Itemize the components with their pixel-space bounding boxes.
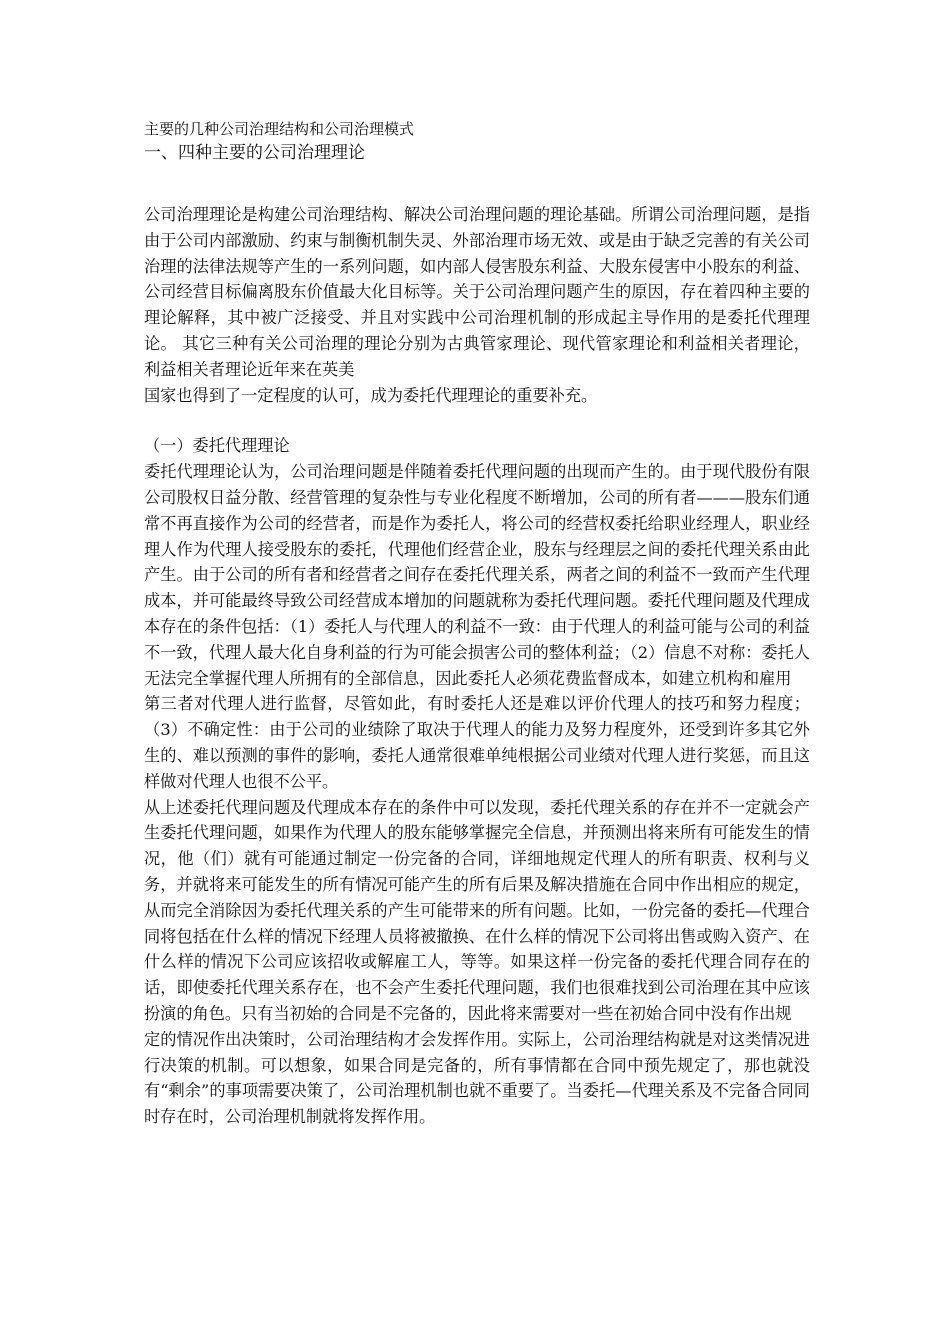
subsection-heading: （一）委托代理理论	[144, 436, 290, 456]
body-paragraph-4: 定的情况作出决策时，公司治理结构才会发挥作用。实际上，公司治理结构就是对这类情况进行决策的机制。可以想象，如果合同是完备的，所有事情都在合同中预先规定了，那也就没有“剩余”的事项需要决策了，公司治理机制也就不重要了。当委托—代理关系及不完备合同同时存在时，公司治理机制就将发挥作用。	[144, 1029, 810, 1127]
document-title: 主要的几种公司治理结构和公司治理模式	[144, 120, 415, 138]
section-heading: 一、四种主要的公司治理理论	[144, 143, 365, 163]
body-paragraph-2: 第三者对代理人进行监督，尽管如此，有时委托人还是难以评价代理人的技巧和努力程度；（3）不确定性：由于公司的业绩除了取决于代理人的能力及努力程度外，还受到许多其它外生的、难以预测的事件的影响，委托人通常很难单纯根据公司业绩对代理人进行奖惩，而且这样做对代理人也很不公平。	[144, 694, 810, 791]
body-paragraph-3: 从上述委托代理问题及代理成本存在的条件中可以发现，委托代理关系的存在并不一定就会产生委托代理问题，如果作为代理人的股东能够掌握完全信息，并预测出将来所有可能发生的情况，他（们）就有可能通过制定一份完备的合同，详细地规定代理人的所有职责、权利与义务，并就将来可能发生的所有情况可能产生的所有后果及解决措施在合同中作出相应的规定，从而完全消除因为委托代理关系的产生可能带来的所有问题。比如，一份完备的委托—代理合同将包括在什么样的情况下经理人员将被撤换、在什么样的情况下公司将出售或购入资产、在什么样的情况下公司应该招收或解雇工人，等等。如果这样一份完备的委托代理合同存在的话，即使委托代理关系存在，也不会产生委托代理问题，我们也很难找到公司治理在其中应该扮演的角色。只有当初始的合同是不完备的，因此将来需要对一些在初始合同中没有作出规	[144, 797, 810, 1023]
intro-paragraph-2: 国家也得到了一定程度的认可，成为委托代理理论的重要补充。	[144, 385, 598, 405]
body-paragraph-1: 委托代理理论认为，公司治理问题是伴随着委托代理问题的出现而产生的。由于现代股份有限公司股权日益分散、经营管理的复杂性与专业化程度不断增加，公司的所有者———股东们通常不再直接作为公司的经营者，而是作为委托人，将公司的经营权委托给职业经理人，职业经理人作为代理人接受股东的委托，代理他们经营企业，股东与经理层之间的委托代理关系由此产生。由于公司的所有者和经营者之间存在委托代理关系，两者之间的利益不一致而产生代理成本，并可能最终导致公司经营成本增加的问题就称为委托代理问题。委托代理问题及代理成本存在的条件包括：（1）委托人与代理人的利益不一致：由于代理人的利益可能与公司的利益不一致，代理人最大化自身利益的行为可能会损害公司的整体利益；（2）信息不对称：委托人无法完全掌握代理人所拥有的全部信息，因此委托人必须花费监督成本，如建立机构和雇用	[144, 462, 810, 688]
intro-paragraph-1: 公司治理理论是构建公司治理结构、解决公司治理问题的理论基础。所谓公司治理问题，是指由于公司内部激励、约束与制衡机制失灵、外部治理市场无效、或是由于缺乏完善的有关公司治理的法律法规等产生的一系列问题，如内部人侵害股东利益、大股东侵害中小股东的利益、公司经营目标偏离股东价值最大化目标等。关于公司治理问题产生的原因，存在着四种主要的理论解释，其中被广泛接受、并且对实践中公司治理机制的形成起主导作用的是委托代理理论。 其它三种有关公司治理的理论分别为古典管家理论、现代管家理论和利益相关者理论，利益相关者理论近年来在英美	[144, 205, 810, 379]
document-page	[144, 118, 810, 1130]
paragraph-spacer	[144, 408, 810, 433]
